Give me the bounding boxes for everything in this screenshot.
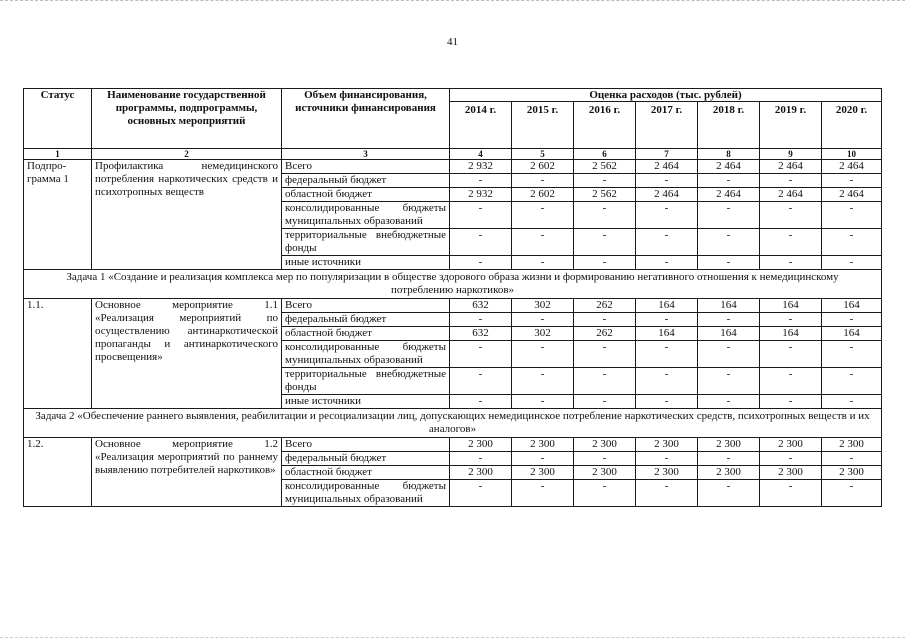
value-cell: - (450, 174, 512, 188)
value-cell: - (822, 202, 882, 229)
value-cell: 2 464 (760, 188, 822, 202)
funding-source-cell: территориальные внебюджетные фонды (282, 368, 450, 395)
value-cell: - (760, 480, 822, 507)
funding-source-cell: консолидированные бюджеты муниципальных образований (282, 480, 450, 507)
value-cell: - (512, 229, 574, 256)
funding-source-cell: областной бюджет (282, 466, 450, 480)
value-cell: - (698, 202, 760, 229)
value-cell: 632 (450, 327, 512, 341)
value-cell: 164 (636, 327, 698, 341)
program-name-cell: Основное мероприятие 1.2 «Реализация мероприятий по раннему выявлению потребителей наркотиков» (92, 438, 282, 507)
value-cell: 2 300 (512, 438, 574, 452)
value-cell: - (636, 368, 698, 395)
value-cell: - (450, 313, 512, 327)
value-cell: 262 (574, 327, 636, 341)
value-cell: 2 300 (698, 466, 760, 480)
value-cell: - (574, 313, 636, 327)
value-cell: 164 (822, 327, 882, 341)
value-cell: - (450, 480, 512, 507)
column-number: 7 (636, 149, 698, 160)
page-number: 41 (447, 36, 458, 48)
value-cell: - (760, 341, 822, 368)
header-year: 2016 г. (574, 102, 636, 149)
scan-edge-bottom (0, 637, 905, 639)
value-cell: - (574, 395, 636, 409)
value-cell: - (636, 341, 698, 368)
task-text: Задача 1 «Создание и реализация комплекса мер по популяризации в обществе здорового образа жизни и формированию негативного отношения к немедицинскому потреблению наркотиков» (24, 270, 882, 299)
value-cell: - (822, 313, 882, 327)
status-cell: 1.2. (24, 438, 92, 507)
program-name-cell: Профилактика немедицинского потребления наркотических средств и психотропных веществ (92, 160, 282, 270)
task-text: Задача 2 «Обеспечение раннего выявления, реабилитации и ресоциализации лиц, допускающих немедицинское потребление наркотических средств, психотропных веществ и их аналогов» (24, 409, 882, 438)
column-number: 5 (512, 149, 574, 160)
value-cell: - (512, 174, 574, 188)
value-cell: - (698, 313, 760, 327)
value-cell: - (636, 395, 698, 409)
funding-source-cell: федеральный бюджет (282, 313, 450, 327)
value-cell: - (760, 452, 822, 466)
scan-edge-top (0, 0, 905, 3)
value-cell: - (760, 229, 822, 256)
value-cell: 2 300 (450, 438, 512, 452)
header-year: 2019 г. (760, 102, 822, 149)
value-cell: 2 300 (636, 438, 698, 452)
table-row (24, 438, 882, 452)
value-cell: 164 (698, 327, 760, 341)
funding-source-cell: консолидированные бюджеты муниципальных образований (282, 202, 450, 229)
value-cell: - (698, 174, 760, 188)
value-cell: - (450, 256, 512, 270)
funding-source-cell: областной бюджет (282, 327, 450, 341)
value-cell: 164 (698, 299, 760, 313)
task-row (24, 270, 882, 299)
value-cell: 2 300 (760, 438, 822, 452)
value-cell: 164 (760, 327, 822, 341)
value-cell: 2 464 (760, 160, 822, 174)
value-cell: - (574, 229, 636, 256)
column-number: 9 (760, 149, 822, 160)
value-cell: 262 (574, 299, 636, 313)
value-cell: - (574, 480, 636, 507)
value-cell: - (760, 395, 822, 409)
value-cell: - (698, 256, 760, 270)
financing-table (23, 88, 882, 507)
status-cell: Подпро-грамма 1 (24, 160, 92, 270)
value-cell: 2 300 (574, 438, 636, 452)
program-name-cell: Основное мероприятие 1.1 «Реализация мероприятий по осуществлению антинаркотической пропаганды и антинаркотического просвещения» (92, 299, 282, 409)
funding-source-cell: иные источники (282, 256, 450, 270)
value-cell: - (698, 480, 760, 507)
column-number-row (24, 149, 882, 160)
value-cell: - (450, 452, 512, 466)
column-number: 2 (92, 149, 282, 160)
value-cell: - (574, 202, 636, 229)
header-row (24, 89, 882, 102)
value-cell: - (822, 174, 882, 188)
value-cell: 164 (636, 299, 698, 313)
value-cell: - (698, 452, 760, 466)
funding-source-cell: Всего (282, 299, 450, 313)
value-cell: - (512, 368, 574, 395)
value-cell: - (636, 452, 698, 466)
column-number: 8 (698, 149, 760, 160)
value-cell: - (822, 229, 882, 256)
value-cell: - (698, 229, 760, 256)
value-cell: - (822, 341, 882, 368)
status-cell: 1.1. (24, 299, 92, 409)
value-cell: - (512, 202, 574, 229)
header-volume: Объем финансирования, источники финансирования (282, 89, 450, 149)
value-cell: - (698, 341, 760, 368)
value-cell: - (760, 202, 822, 229)
value-cell: 2 932 (450, 160, 512, 174)
value-cell: - (512, 480, 574, 507)
header-year: 2020 г. (822, 102, 882, 149)
value-cell: - (698, 368, 760, 395)
value-cell: 302 (512, 299, 574, 313)
value-cell: - (822, 395, 882, 409)
task-row (24, 409, 882, 438)
value-cell: - (574, 174, 636, 188)
value-cell: 2 464 (698, 188, 760, 202)
funding-source-cell: федеральный бюджет (282, 452, 450, 466)
value-cell: 2 562 (574, 188, 636, 202)
value-cell: - (636, 256, 698, 270)
column-number: 3 (282, 149, 450, 160)
value-cell: 2 562 (574, 160, 636, 174)
header-status: Статус (24, 89, 92, 149)
header-year: 2017 г. (636, 102, 698, 149)
header-year: 2014 г. (450, 102, 512, 149)
value-cell: 2 464 (636, 188, 698, 202)
value-cell: - (760, 368, 822, 395)
header-year: 2015 г. (512, 102, 574, 149)
value-cell: - (574, 256, 636, 270)
value-cell: - (636, 202, 698, 229)
funding-source-cell: федеральный бюджет (282, 174, 450, 188)
value-cell: - (574, 452, 636, 466)
value-cell: - (512, 395, 574, 409)
value-cell: - (636, 229, 698, 256)
header-year: 2018 г. (698, 102, 760, 149)
value-cell: 164 (822, 299, 882, 313)
value-cell: 2 300 (636, 466, 698, 480)
value-cell: 2 464 (822, 160, 882, 174)
value-cell: - (450, 229, 512, 256)
value-cell: 164 (760, 299, 822, 313)
value-cell: 2 300 (450, 466, 512, 480)
value-cell: 2 464 (822, 188, 882, 202)
value-cell: - (450, 341, 512, 368)
funding-source-cell: консолидированные бюджеты муниципальных образований (282, 341, 450, 368)
value-cell: - (760, 313, 822, 327)
funding-source-cell: областной бюджет (282, 188, 450, 202)
funding-source-cell: территориальные внебюджетные фонды (282, 229, 450, 256)
value-cell: - (512, 256, 574, 270)
value-cell: 2 300 (698, 438, 760, 452)
value-cell: 2 300 (760, 466, 822, 480)
value-cell: - (822, 256, 882, 270)
value-cell: - (450, 368, 512, 395)
value-cell: - (760, 256, 822, 270)
value-cell: 2 300 (574, 466, 636, 480)
value-cell: - (822, 368, 882, 395)
table-row (24, 160, 882, 174)
value-cell: - (512, 452, 574, 466)
value-cell: 2 602 (512, 160, 574, 174)
value-cell: - (574, 368, 636, 395)
value-cell: - (450, 395, 512, 409)
column-number: 10 (822, 149, 882, 160)
value-cell: 2 464 (698, 160, 760, 174)
value-cell: 2 602 (512, 188, 574, 202)
value-cell: - (636, 174, 698, 188)
value-cell: - (698, 395, 760, 409)
value-cell: 2 932 (450, 188, 512, 202)
funding-source-cell: иные источники (282, 395, 450, 409)
value-cell: - (450, 202, 512, 229)
header-estimate: Оценка расходов (тыс. рублей) (450, 89, 882, 102)
value-cell: 2 300 (822, 438, 882, 452)
funding-source-cell: Всего (282, 160, 450, 174)
value-cell: - (822, 480, 882, 507)
column-number: 6 (574, 149, 636, 160)
value-cell: - (760, 174, 822, 188)
header-name: Наименование государственной программы, подпрограммы, основных мероприятий (92, 89, 282, 149)
value-cell: - (512, 313, 574, 327)
value-cell: 2 300 (512, 466, 574, 480)
column-number: 1 (24, 149, 92, 160)
value-cell: - (636, 313, 698, 327)
value-cell: - (822, 452, 882, 466)
value-cell: - (512, 341, 574, 368)
value-cell: - (574, 341, 636, 368)
funding-source-cell: Всего (282, 438, 450, 452)
value-cell: 302 (512, 327, 574, 341)
value-cell: 2 464 (636, 160, 698, 174)
value-cell: 2 300 (822, 466, 882, 480)
table-row (24, 299, 882, 313)
value-cell: 632 (450, 299, 512, 313)
column-number: 4 (450, 149, 512, 160)
value-cell: - (636, 480, 698, 507)
